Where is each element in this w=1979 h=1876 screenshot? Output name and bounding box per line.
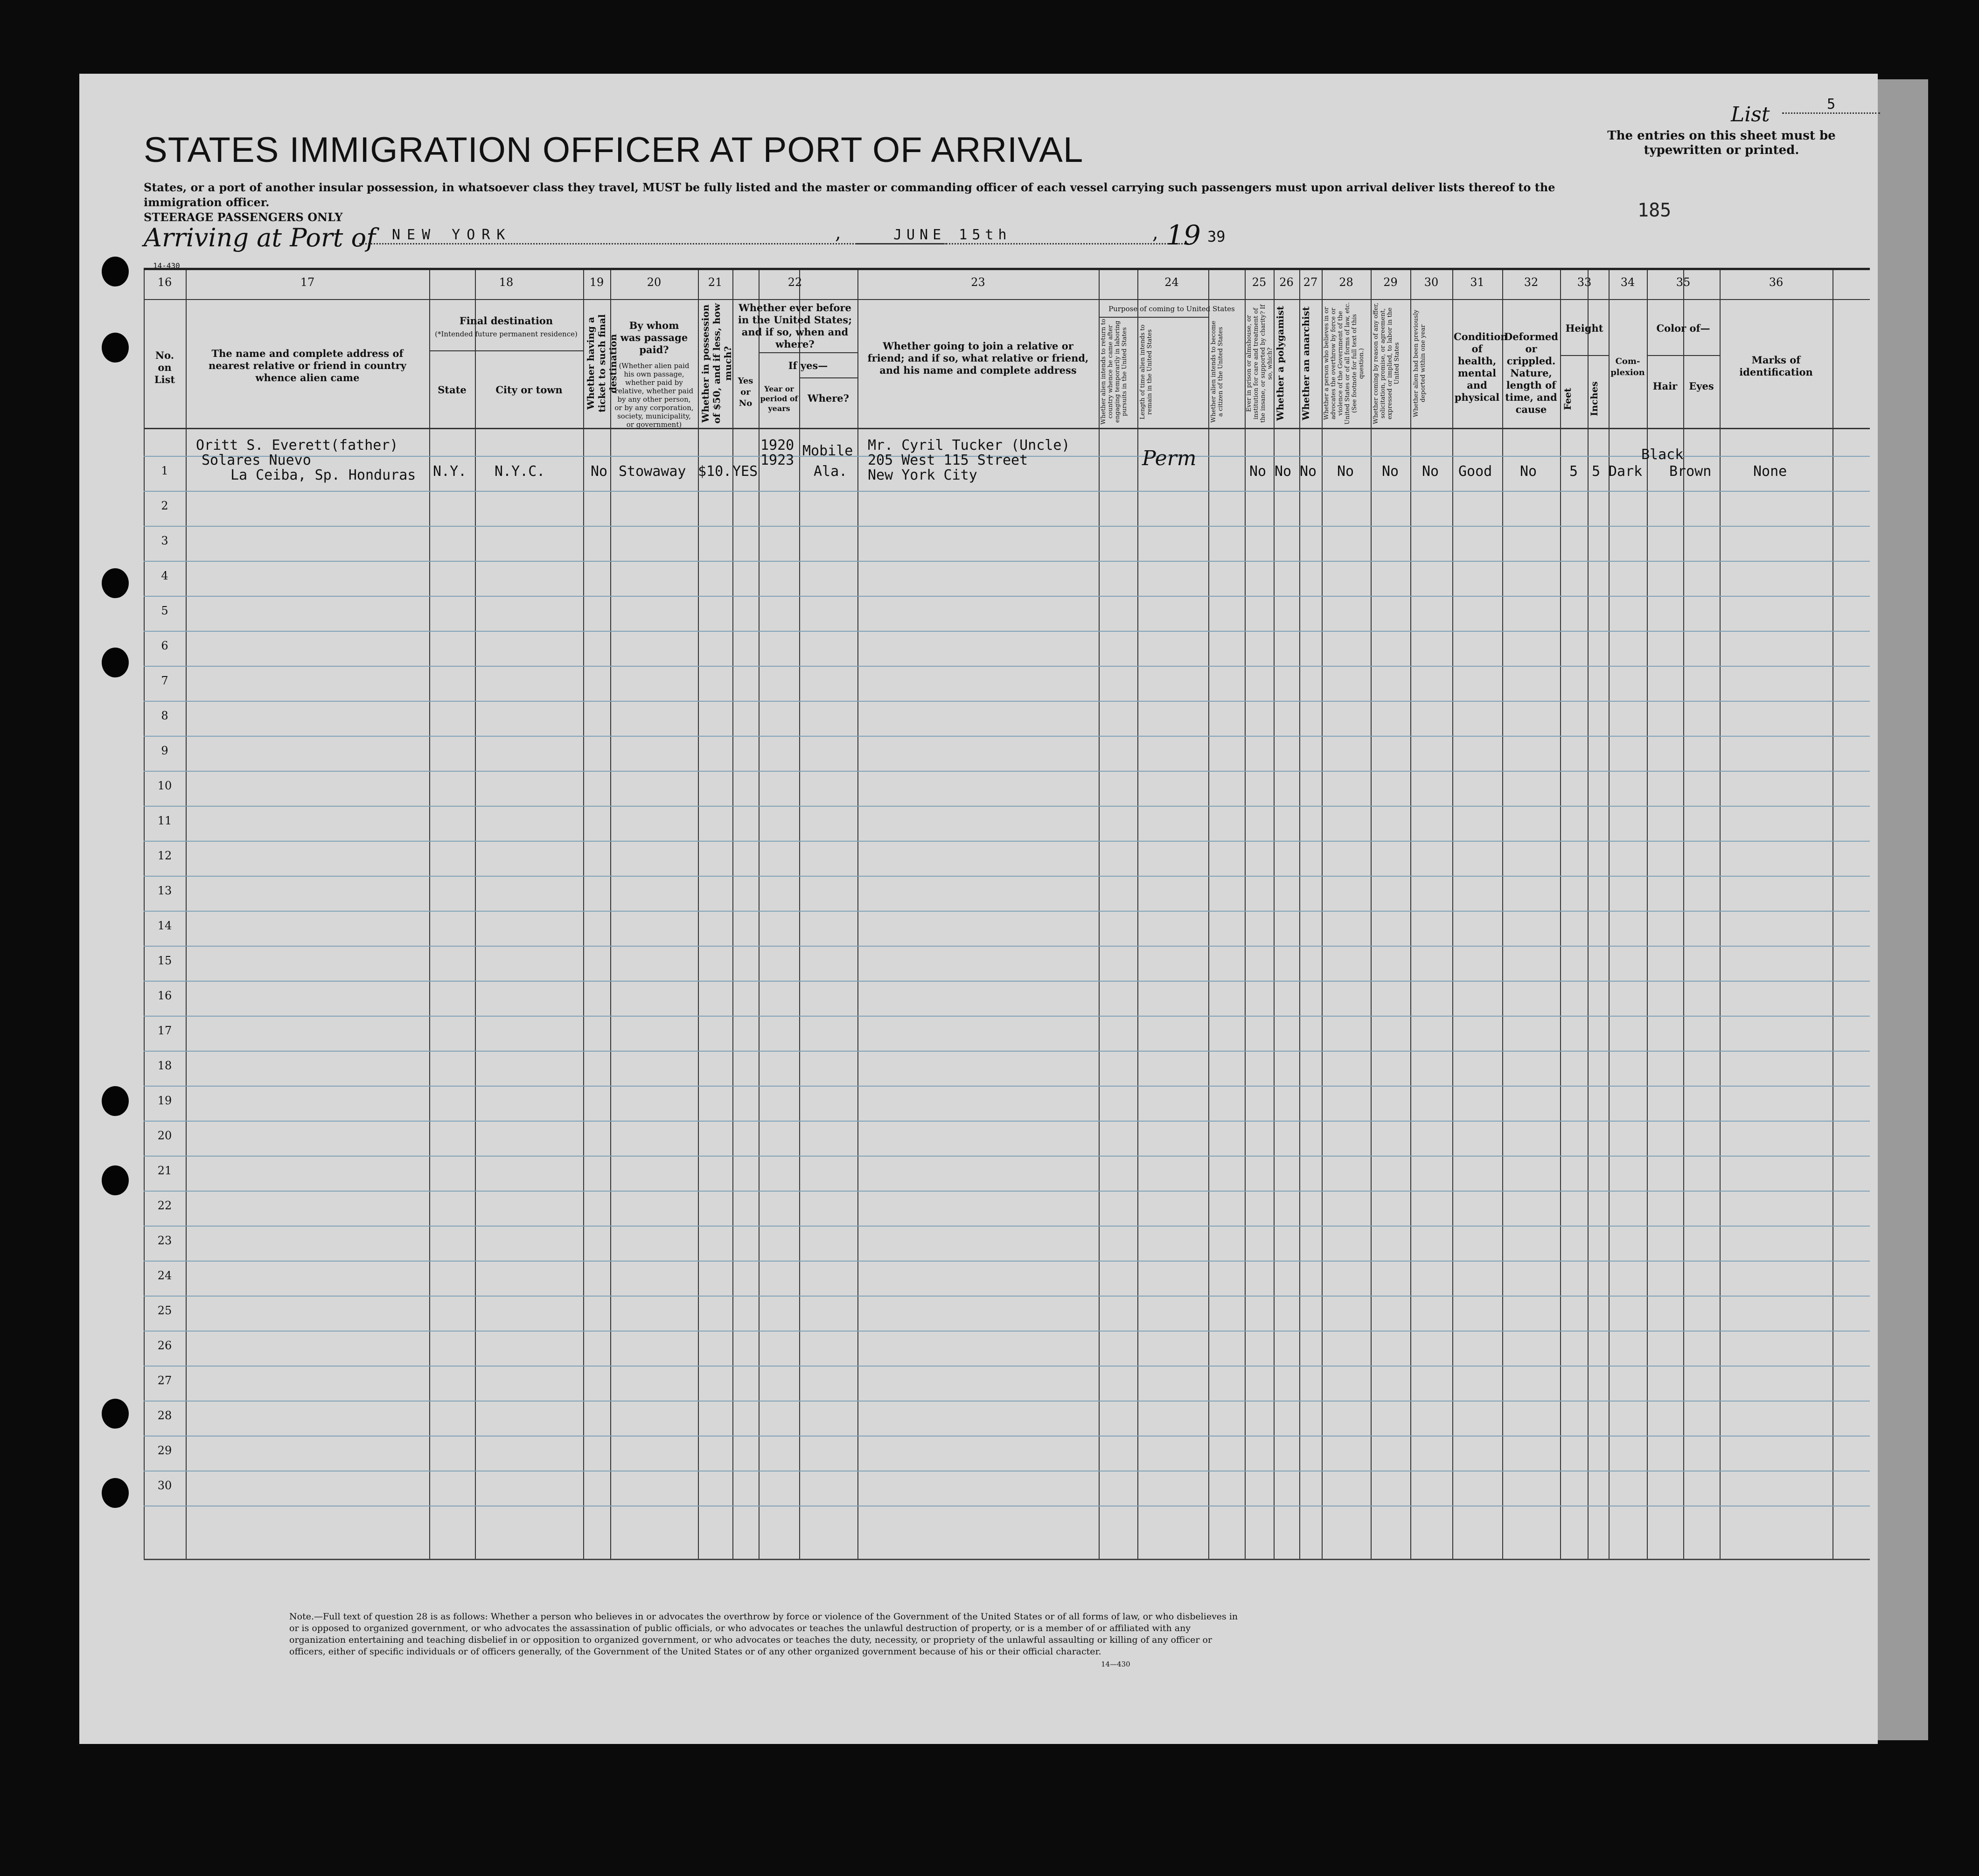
row-rule bbox=[144, 596, 1870, 597]
row-number: 22 bbox=[157, 1199, 172, 1212]
row-number: 10 bbox=[157, 779, 172, 792]
header-color-of: Color of— bbox=[1656, 322, 1710, 334]
previous-where: Ala. bbox=[814, 463, 848, 480]
question-29-value: No bbox=[1382, 463, 1399, 480]
row-number: 7 bbox=[161, 674, 168, 687]
row-rule bbox=[144, 526, 1870, 527]
stamp-number: 185 bbox=[1638, 200, 1672, 221]
row-rule bbox=[144, 841, 1870, 842]
subtitle bbox=[144, 180, 1637, 225]
arriving-label: Arriving at Port of bbox=[144, 223, 376, 252]
row-number: 19 bbox=[157, 1094, 172, 1107]
header-question-28: Whether a person who believes in or advocates the overthrow by force or violence of the Government of the United States or of all forms of law, etc. (See footnote for full text of this question.) bbox=[1323, 302, 1365, 425]
column-number: 25 bbox=[1252, 276, 1267, 289]
column-number: 16 bbox=[157, 276, 172, 289]
column-number: 18 bbox=[499, 276, 514, 289]
header-no-on-list: No. on List bbox=[154, 349, 175, 385]
row-rule bbox=[144, 736, 1870, 737]
previous-year: 1920 bbox=[760, 437, 794, 453]
header-state: State bbox=[438, 384, 467, 396]
punch-hole bbox=[102, 1165, 129, 1195]
column-number: 17 bbox=[300, 276, 315, 289]
passage-paid-by: Stowaway bbox=[619, 463, 686, 480]
subheader-rule bbox=[799, 377, 857, 378]
row-rule bbox=[144, 1471, 1870, 1472]
row-rule bbox=[144, 1016, 1870, 1017]
comma: , bbox=[1152, 222, 1158, 244]
punch-hole bbox=[102, 1086, 129, 1116]
form-code: 14-430 bbox=[153, 261, 180, 270]
column-number: 22 bbox=[787, 276, 802, 289]
row-number: 5 bbox=[161, 604, 168, 617]
header-final-destination-note: (*Intended future permanent residence) bbox=[435, 330, 578, 338]
column-number: 32 bbox=[1524, 276, 1539, 289]
underlying-sheet-edge bbox=[1871, 79, 1928, 1740]
header-hair: Hair bbox=[1652, 380, 1678, 392]
header-by-whom-note: (Whether alien paid his own passage, whether paid by relative, whether paid by any other person, or by any corporation, society, municipality, or government) bbox=[614, 362, 694, 429]
row-number: 28 bbox=[157, 1409, 172, 1422]
column-number: 29 bbox=[1383, 276, 1398, 289]
row-number: 30 bbox=[157, 1479, 172, 1492]
punch-hole bbox=[102, 1478, 129, 1508]
punch-hole bbox=[102, 1399, 129, 1429]
column-number: 21 bbox=[708, 276, 723, 289]
column-number: 30 bbox=[1424, 276, 1439, 289]
arrival-date: JUNE 15th bbox=[856, 227, 1192, 244]
relative-address-line: Solares Nuevo bbox=[202, 452, 311, 468]
column-number: 23 bbox=[971, 276, 985, 289]
row-rule bbox=[144, 561, 1870, 562]
header-complexion: Com-plexion bbox=[1610, 356, 1645, 377]
punch-hole bbox=[102, 568, 129, 598]
row-number: 23 bbox=[157, 1234, 172, 1247]
header-city-or-town: City or town bbox=[495, 384, 563, 396]
row-rule bbox=[144, 1296, 1870, 1297]
column-number: 28 bbox=[1339, 276, 1353, 289]
header-height: Height bbox=[1565, 322, 1603, 334]
row-number: 29 bbox=[157, 1444, 172, 1457]
header-purpose-citizen: Whether alien intends to become a citizen of the United States bbox=[1210, 321, 1224, 423]
row-number: 27 bbox=[157, 1374, 172, 1387]
complexion-value: Dark bbox=[1609, 463, 1643, 480]
row-rule bbox=[144, 631, 1870, 632]
joining-name: Mr. Cyril Tucker (Uncle) bbox=[868, 437, 1070, 453]
column-number: 34 bbox=[1620, 276, 1635, 289]
list-label: List bbox=[1731, 103, 1770, 126]
header-inches: Inches bbox=[1589, 381, 1600, 417]
row-rule bbox=[144, 1401, 1870, 1402]
port-of-arrival: NEW YORK bbox=[359, 227, 947, 244]
punch-hole bbox=[102, 333, 129, 363]
header-where: Where? bbox=[808, 392, 849, 404]
row-number: 3 bbox=[161, 534, 168, 547]
row-rule bbox=[144, 1261, 1870, 1262]
height-inches: 5 bbox=[1592, 463, 1601, 480]
row-rule bbox=[144, 1156, 1870, 1157]
row-number: 11 bbox=[157, 814, 172, 827]
row-number: 9 bbox=[161, 744, 168, 757]
header-year-or-period: Year or period of years bbox=[760, 384, 798, 413]
header-purpose-length: Length of time alien intends to remain in the United States bbox=[1139, 324, 1153, 419]
row-number: 12 bbox=[157, 849, 172, 862]
subtitle-line: States, or a port of another insular possession, in whatsoever class they travel, MUST be fully listed and the master or commanding officer of each vessel carrying such passengers must upon arrival deliver lists thereof to the immigration officer. bbox=[144, 181, 1555, 209]
ever-before-value: YES bbox=[732, 463, 758, 480]
header-condition: Condition of health, mental and physical bbox=[1454, 331, 1508, 403]
row-number: 25 bbox=[157, 1304, 172, 1317]
destination-city: N.Y.C. bbox=[495, 463, 545, 480]
subheader-rule bbox=[429, 350, 583, 351]
row-number: 4 bbox=[161, 569, 168, 582]
row-number: 16 bbox=[157, 989, 172, 1002]
comma: , bbox=[835, 222, 841, 244]
question-28-value: No bbox=[1337, 463, 1354, 480]
subtitle-line: STEERAGE PASSENGERS ONLY bbox=[144, 210, 343, 224]
money-in-possession: $10. bbox=[698, 463, 732, 480]
header-feet: Feet bbox=[1562, 388, 1573, 410]
list-number: 5 bbox=[1782, 96, 1880, 114]
row-number: 13 bbox=[157, 884, 172, 897]
header-by-whom: By whom was passage paid? bbox=[620, 320, 688, 356]
year-prefix: 19 bbox=[1166, 219, 1201, 251]
punch-hole bbox=[102, 257, 129, 286]
header-deformed: Deformed or crippled. Nature, length of time, and cause bbox=[1504, 331, 1558, 415]
row-rule bbox=[144, 771, 1870, 772]
subheader-rule bbox=[759, 352, 857, 353]
header-rule bbox=[144, 428, 1870, 429]
header-possession-50: Whether in possession of $50, and if less, how much? bbox=[700, 303, 733, 424]
row-rule bbox=[144, 491, 1870, 492]
row-number: 24 bbox=[157, 1269, 172, 1282]
manifest-table bbox=[144, 268, 1870, 1560]
typewritten-instruction: The entries on this sheet must be typewritten or printed. bbox=[1607, 129, 1836, 157]
header-eyes: Eyes bbox=[1689, 380, 1714, 392]
subheader-rule bbox=[1099, 317, 1208, 318]
year-suffix: 39 bbox=[1207, 228, 1226, 245]
header-rule bbox=[144, 299, 1870, 300]
ticket-value: No bbox=[591, 463, 608, 480]
row-rule bbox=[144, 1436, 1870, 1437]
row-rule bbox=[144, 1051, 1870, 1052]
header-going-to-join: Whether going to join a relative or friend; and if so, what relative or friend, and his name and complete address bbox=[867, 340, 1089, 376]
row-number: 18 bbox=[157, 1059, 172, 1072]
page-title: STATES IMMIGRATION OFFICER AT PORT OF ARRIVAL bbox=[144, 130, 1084, 170]
length-of-stay-handwritten: Perm bbox=[1142, 446, 1197, 470]
column-number: 19 bbox=[589, 276, 604, 289]
header-ever-before: Whether ever before in the United States; and if so, when and where? bbox=[738, 302, 852, 350]
header-yes-or-no: Yes or No bbox=[738, 376, 753, 408]
header-final-destination: Final destination bbox=[459, 315, 553, 327]
subheader-rule bbox=[1560, 355, 1609, 356]
row-rule bbox=[144, 911, 1870, 912]
row-rule bbox=[144, 1191, 1870, 1192]
eye-color: Brown bbox=[1669, 463, 1712, 480]
row-number: 1 bbox=[161, 464, 168, 477]
row-number: 15 bbox=[157, 954, 172, 967]
column-number: 31 bbox=[1470, 276, 1484, 289]
identification-marks: None bbox=[1753, 463, 1787, 480]
row-number: 14 bbox=[157, 919, 172, 932]
header-ticket: Whether having a ticket to such final destination bbox=[585, 314, 619, 413]
row-number: 6 bbox=[161, 639, 168, 652]
polygamist-value: No bbox=[1275, 463, 1292, 480]
header-purpose-return: Whether alien intends to return to country whence he came after engaging temporarily in laboring pursuits in the United States bbox=[1100, 319, 1128, 425]
footnote-code: 14—430 bbox=[1101, 1660, 1130, 1668]
column-number: 35 bbox=[1676, 276, 1691, 289]
header-prison: Ever in prison or almshouse, or institution for care and treatment of the insane, or supported by charity? If so, which? bbox=[1246, 304, 1274, 423]
destination-state: N.Y. bbox=[433, 463, 467, 480]
previous-where: Mobile bbox=[802, 443, 853, 459]
prison-value: No bbox=[1249, 463, 1267, 480]
relative-name: Oritt S. Everett(father) bbox=[196, 437, 398, 453]
column-number: 33 bbox=[1577, 276, 1592, 289]
header-purpose: Purpose of coming to United States bbox=[1108, 305, 1235, 313]
row-rule bbox=[144, 1086, 1870, 1087]
header-nearest-relative: The name and complete address of nearest relative or friend in country whence alien came bbox=[209, 348, 406, 384]
relative-address-line: La Ceiba, Sp. Honduras bbox=[230, 467, 416, 483]
row-number: 8 bbox=[161, 709, 168, 722]
row-rule bbox=[144, 1331, 1870, 1332]
header-question-30: Whether alien had been previously deported within one year bbox=[1413, 309, 1427, 418]
punch-hole bbox=[102, 648, 129, 677]
row-number: 17 bbox=[157, 1024, 172, 1037]
footnote: Note.—Full text of question 28 is as follows: Whether a person who believes in or advocates the overthrow by force or violence of the Government of the United States or of all forms of law, or who disbelieves in or is opposed to organized government, or who advocates the assassination of public officials, or who advocates or teaches the unlawful destruction of property, or is a member of or affiliated with any organization entertaining and teaching disbelief in or opposition to organized government, or who advocates or teaches the duty, necessity, or propriety of the unlawful assaulting or killing of any officer or officers, either of specific individuals or of officers generally, of the Government of the United States or of any other organized government because of his or their official character. bbox=[289, 1611, 1238, 1657]
manifest-sheet bbox=[79, 74, 1878, 1744]
row-rule bbox=[144, 876, 1870, 877]
row-rule bbox=[144, 1121, 1870, 1122]
row-number: 21 bbox=[157, 1164, 172, 1177]
joining-address-line: New York City bbox=[868, 467, 977, 483]
row-rule bbox=[144, 701, 1870, 702]
column-number: 26 bbox=[1279, 276, 1294, 289]
header-question-29: Whether coming by reason of any offer, solicitation, promise, or agreement, expressed or implied, to labor in the United States bbox=[1373, 303, 1401, 424]
header-anarchist: Whether an anarchist bbox=[1300, 307, 1311, 421]
header-polygamist: Whether a polygamist bbox=[1275, 306, 1286, 421]
subheader-rule bbox=[1647, 355, 1720, 356]
row-rule bbox=[144, 666, 1870, 667]
header-marks: Marks of identification bbox=[1739, 354, 1813, 378]
column-number: 24 bbox=[1164, 276, 1179, 289]
row-rule bbox=[144, 981, 1870, 982]
anarchist-value: No bbox=[1300, 463, 1317, 480]
row-number: 20 bbox=[157, 1129, 172, 1142]
deformed-value: No bbox=[1520, 463, 1537, 480]
row-number: 2 bbox=[161, 499, 168, 512]
column-number: 27 bbox=[1303, 276, 1318, 289]
height-feet: 5 bbox=[1569, 463, 1578, 480]
hair-color: Black bbox=[1641, 446, 1684, 463]
row-rule bbox=[144, 946, 1870, 947]
column-number: 20 bbox=[647, 276, 662, 289]
row-rule bbox=[144, 1226, 1870, 1227]
health-value: Good bbox=[1458, 463, 1492, 480]
joining-address-line: 205 West 115 Street bbox=[868, 452, 1028, 468]
row-number: 26 bbox=[157, 1339, 172, 1352]
header-if-yes: If yes— bbox=[788, 360, 828, 371]
row-rule bbox=[144, 1366, 1870, 1367]
previous-year: 1923 bbox=[760, 452, 794, 468]
column-number: 36 bbox=[1769, 276, 1784, 289]
question-30-value: No bbox=[1422, 463, 1439, 480]
row-rule bbox=[144, 806, 1870, 807]
